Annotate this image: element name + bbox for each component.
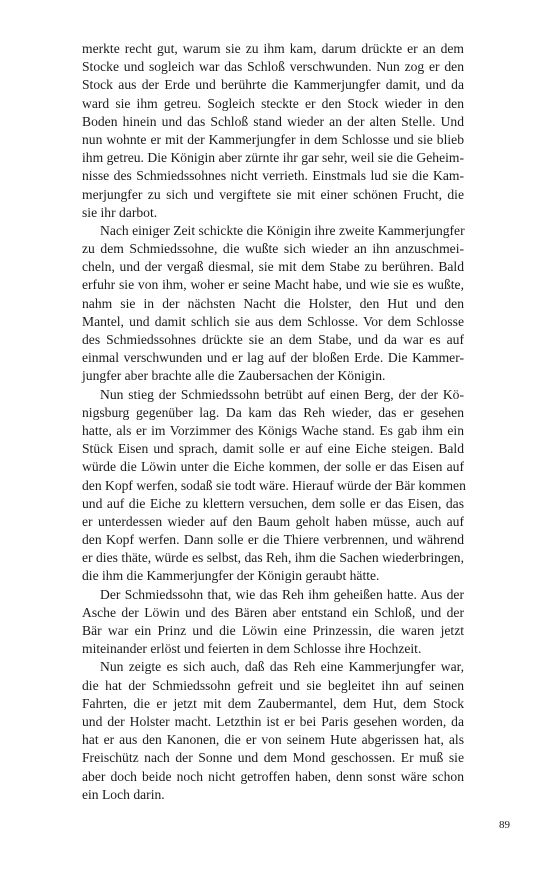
text-line: hat er aus den Kanonen, die er von seinem Hute abgerissen hat, als	[82, 732, 464, 748]
text-line: er unterdessen wieder auf den Baum geholt haben müsse, auch auf	[82, 513, 464, 529]
text-line: miteinander erlöst und feierten in dem Schlosse ihre Hochzeit.	[82, 641, 422, 657]
text-line: ward sie ihm getreu. Sogleich steckte er den Stock wieder in den	[82, 95, 464, 111]
text-line: zu dem Schmiedssohne, die wußte sich wieder an ihn anzuschmei-	[82, 241, 464, 257]
page-number: 89	[499, 819, 510, 831]
text-line: den Kopf werfen, sodaß sie todt wäre. Hierauf würde der Bär kommen	[82, 477, 466, 493]
text-line: Bär war ein Prinz und die Löwin eine Prinzessin, die waren jetzt	[82, 623, 464, 638]
body-text	[82, 40, 464, 804]
text-line: Nun stieg der Schmiedssohn betrübt auf einen Berg, der der Kö-	[100, 386, 464, 402]
text-line: und auf die Eiche zu klettern versuchen, dem solle er das Eisen, das	[82, 495, 464, 511]
text-line: und der Holster macht. Letzthin ist er bei Paris gesehen worden, da	[82, 713, 464, 729]
text-line: Stock aus der Erde und berührte die Kammerjungfer damit, und da	[82, 77, 464, 93]
text-line: nisse des Schmiedssohnes nicht verrieth. Einstmals lud sie die Kam-	[82, 168, 464, 184]
text-line: Stocke und sogleich war das Schloß verschwunden. Nun zog er den	[82, 59, 464, 75]
text-line: würde die Löwin unter die Eiche kommen, der solle er das Eisen auf	[82, 459, 464, 475]
text-line: Boden hinein und das Schloß stand wieder an der alten Stelle. Und	[82, 113, 464, 129]
text-line: erfuhr sie von ihm, woher er seine Macht habe, und wie sie es wußte,	[82, 277, 464, 293]
text-line: sie ihr darbot.	[82, 204, 158, 220]
text-line: Fahrten, die er jetzt mit dem Zaubermantel, dem Hut, dem Stock	[82, 695, 464, 711]
text-line: er dies thäte, würde es selbst, das Reh, ihm die Sachen wiederbringen,	[82, 550, 464, 566]
text-line: merjungfer zu sich und vergiftete sie mit einer schönen Frucht, die	[82, 186, 464, 202]
text-line: Nach einiger Zeit schickte die Königin ihre zweite Kammerjungfer	[100, 222, 465, 238]
text-line: hatte, als er im Vorzimmer des Königs Wache stand. Es gab ihm ein	[82, 422, 464, 438]
text-line: merkte recht gut, warum sie zu ihm kam, darum drückte er an dem	[82, 41, 464, 56]
text-line: cheln, und der vergaß diesmal, sie mit dem Stabe zu berühren. Bald	[82, 259, 464, 275]
text-line: ihm getreu. Die Königin aber zürnte ihr gar sehr, weil sie die Geheim-	[82, 150, 464, 166]
text-line: Stück Eisen und sprach, damit solle er auf eine Eiche steigen. Bald	[82, 441, 464, 457]
text-line: Der Schmiedssohn that, wie das Reh ihm geheißen hatte. Aus der	[100, 586, 464, 602]
text-line: nigsburg gegenüber lag. Da kam das Reh wieder, das er gesehen	[82, 404, 464, 420]
text-line: des Schmiedssohnes drückte sie an dem Stabe, und da war es auf	[82, 332, 464, 347]
text-line: nahm sie in der nächsten Nacht die Holster, den Hut und den	[82, 295, 464, 311]
text-line: Asche der Löwin und des Bären aber entstand ein Schloß, und der	[82, 604, 464, 620]
text-line: aber doch beide noch nicht getroffen haben, denn sonst wäre schon	[82, 768, 464, 784]
text-line: die ihm die Kammerjungfer der Königin geraubt hätte.	[82, 568, 380, 584]
text-line: die hat der Schmiedssohn gefreit und sie begleitet ihn auf seinen	[82, 677, 464, 693]
text-line: nun wohnte er mit der Kammerjungfer in dem Schlosse und sie blieb	[82, 131, 464, 147]
text-line: jungfer aber brachte alle die Zaubersachen der Königin.	[82, 368, 386, 384]
text-line: einmal verschwunden und er lag auf der bloßen Erde. Die Kammer-	[82, 350, 464, 366]
text-line: den Kopf werfen. Dann solle er die Thiere verbrennen, und während	[82, 532, 464, 548]
text-line: Freischütz nach der Sonne und dem Mond geschossen. Er muß sie	[82, 750, 464, 766]
text-line: Nun zeigte es sich auch, daß das Reh eine Kammerjungfer war,	[100, 659, 464, 675]
text-line: ein Loch darin.	[82, 786, 165, 802]
text-line: Mantel, und damit schlich sie aus dem Schlosse. Vor dem Schlosse	[82, 313, 464, 329]
